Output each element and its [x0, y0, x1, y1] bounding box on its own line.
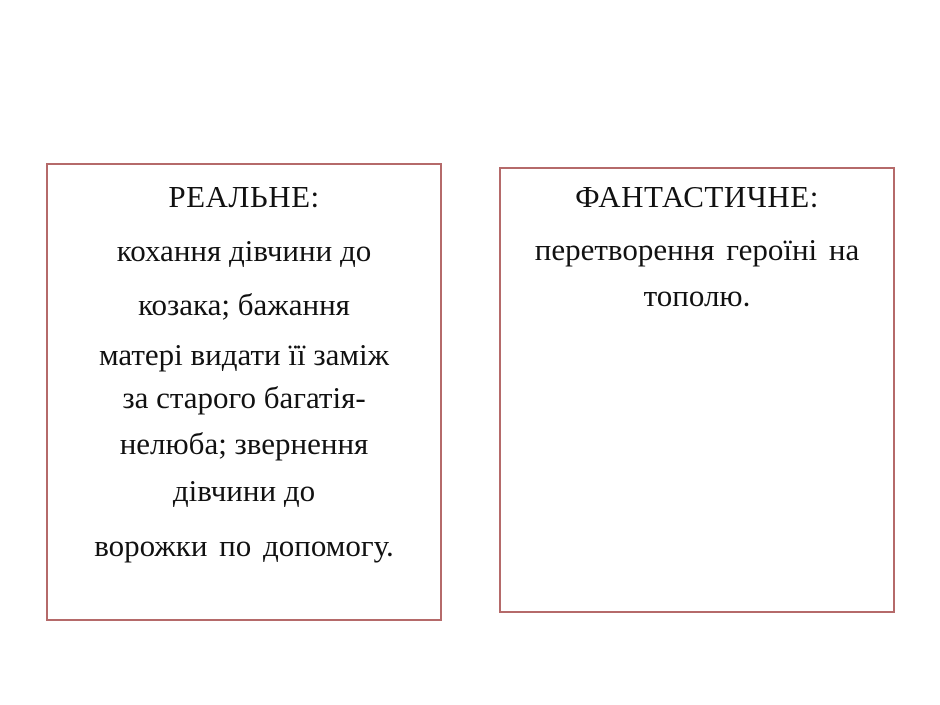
- real-line-4: за старого багатія-: [122, 380, 366, 415]
- real-heading: РЕАЛЬНЕ:: [168, 179, 320, 214]
- real-line-7: ворожки по допомогу.: [94, 528, 394, 563]
- real-line-1: кохання дівчини до: [116, 233, 372, 268]
- real-line-5: нелюба; звернення: [119, 426, 369, 461]
- real-elements-box: [46, 163, 442, 621]
- fantastic-heading: ФАНТАСТИЧНЕ:: [575, 179, 819, 214]
- real-line-2: козака; бажання: [138, 287, 350, 322]
- real-line-3: матері видати її заміж: [98, 337, 389, 372]
- fantastic-line-1: перетворення героїні на: [534, 232, 860, 267]
- fantastic-line-2: тополю.: [643, 278, 751, 313]
- fantastic-elements-box: [499, 167, 895, 613]
- real-line-6: дівчини до: [172, 473, 316, 508]
